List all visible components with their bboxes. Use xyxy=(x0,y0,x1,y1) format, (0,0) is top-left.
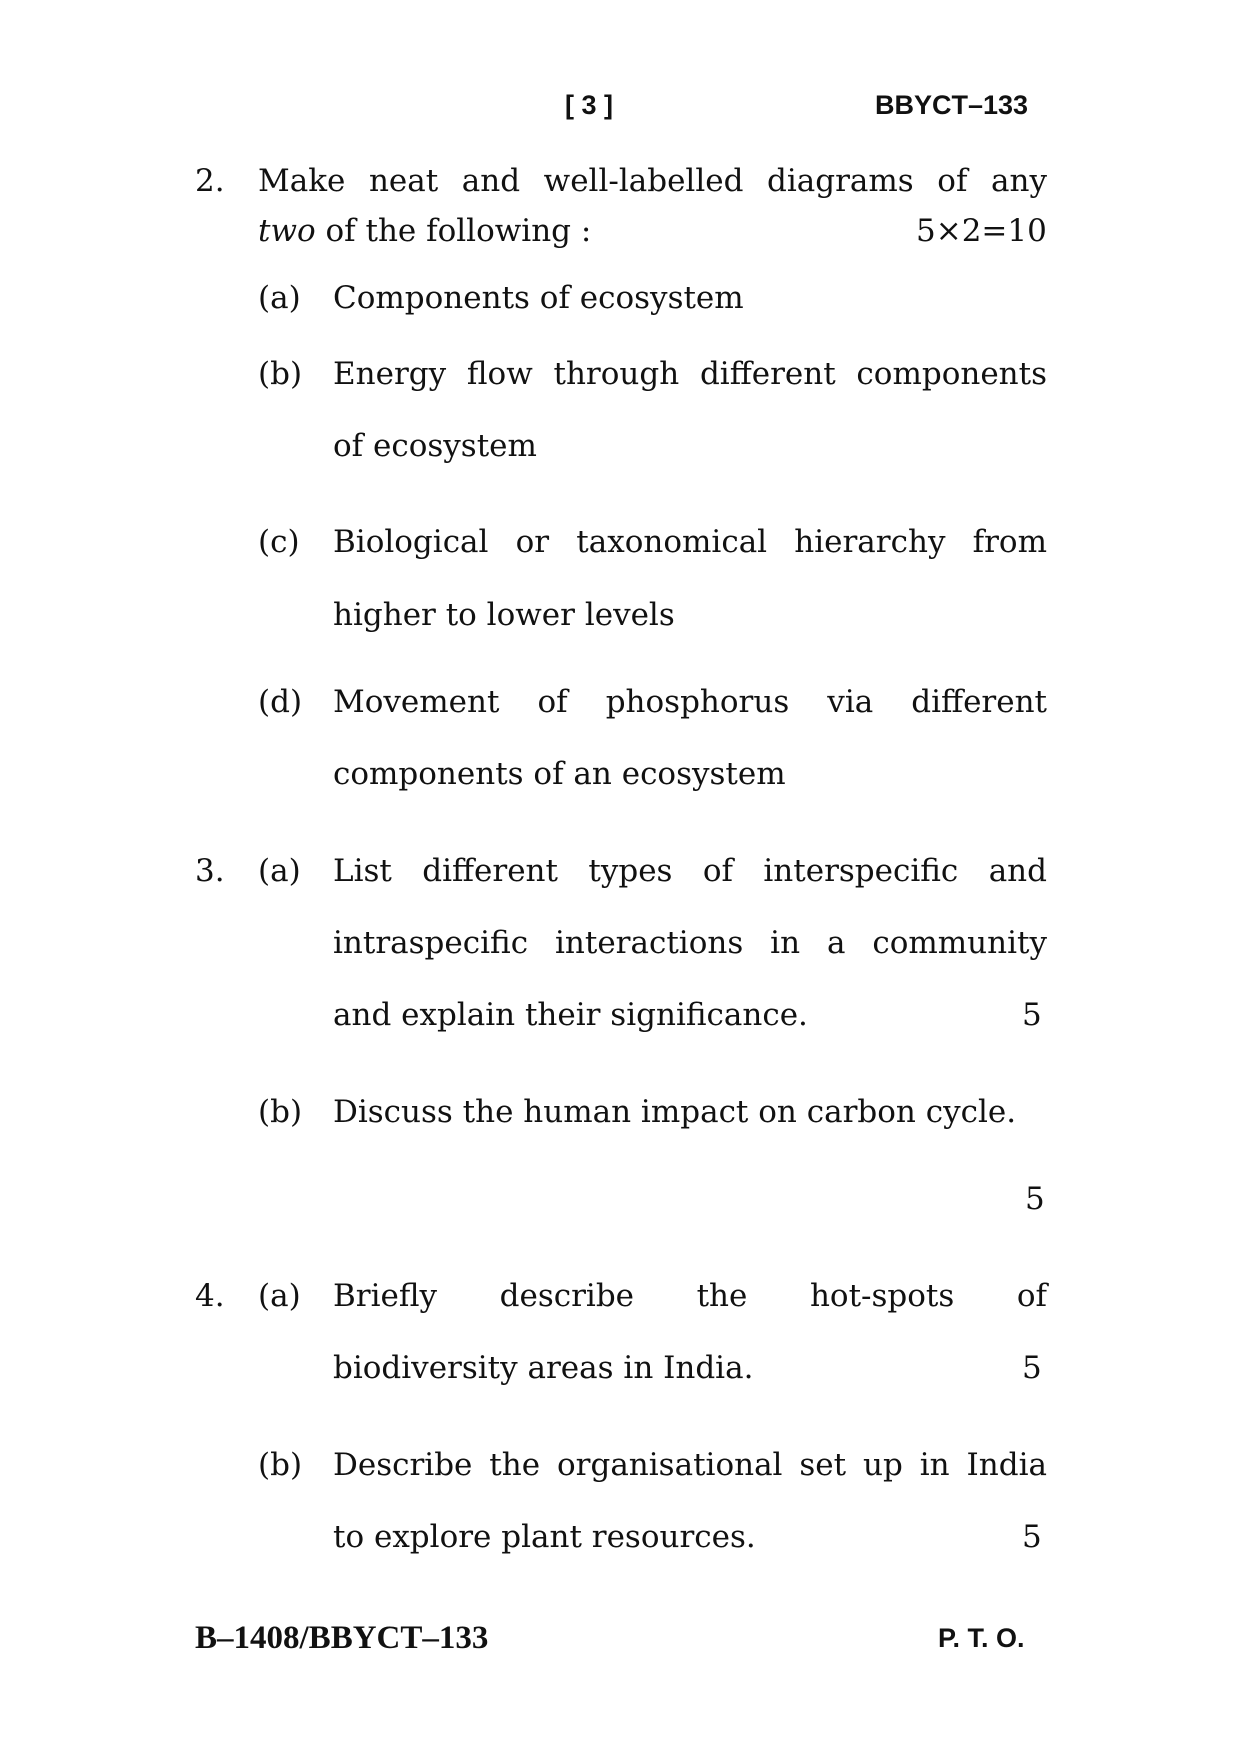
q3-a-line2: intraspecific interactions in a community xyxy=(333,925,1047,961)
q2-item-a-label: (a) xyxy=(258,280,301,316)
q3-b-label: (b) xyxy=(258,1094,303,1130)
q4-a-line2: biodiversity areas in India. xyxy=(333,1350,754,1386)
q3-b-line1: Discuss the human impact on carbon cycle. xyxy=(333,1094,1017,1130)
q4-b-line2: to explore plant resources. xyxy=(333,1519,756,1555)
q2-item-c-line1: Biological or taxonomical hierarchy from xyxy=(333,524,1047,560)
q2-item-b-label: (b) xyxy=(258,356,303,392)
q2-item-d-label: (d) xyxy=(258,684,303,720)
question-2-marks: 5×2=10 xyxy=(916,213,1047,249)
q2-item-c-label: (c) xyxy=(258,524,300,560)
q3-a-marks: 5 xyxy=(1022,997,1042,1033)
course-code: BBYCT–133 xyxy=(875,90,1029,120)
stem-rest: of the following : xyxy=(315,213,592,249)
q2-item-a-text: Components of ecosystem xyxy=(333,280,744,316)
page-number: [ 3 ] xyxy=(565,90,614,120)
q4-b-marks: 5 xyxy=(1022,1519,1042,1555)
q4-b-line1: Describe the organisational set up in India xyxy=(333,1447,1047,1483)
question-2-stem-line1: Make neat and well-labelled diagrams of any xyxy=(258,163,1047,199)
question-2-number: 2. xyxy=(195,163,225,199)
q2-item-c-line2: higher to lower levels xyxy=(333,597,675,633)
q3-a-line1: List different types of interspecific and xyxy=(333,853,1047,889)
q3-a-line3: and explain their significance. xyxy=(333,997,808,1033)
q2-item-b-line2: of ecosystem xyxy=(333,428,537,464)
q3-b-marks: 5 xyxy=(1025,1181,1045,1217)
q3-a-label: (a) xyxy=(258,853,301,889)
question-3-number: 3. xyxy=(195,853,225,889)
q2-item-b-line1: Energy flow through different components xyxy=(333,356,1047,392)
pto-label: P. T. O. xyxy=(938,1623,1025,1653)
q4-a-line1: Briefly describe the hot-spots of xyxy=(333,1278,1047,1314)
footer-code: B–1408/BBYCT–133 xyxy=(195,1620,489,1656)
question-2-stem-line2 xyxy=(258,213,591,250)
q2-item-d-line2: components of an ecosystem xyxy=(333,756,786,792)
q4-a-label: (a) xyxy=(258,1278,301,1314)
q4-a-marks: 5 xyxy=(1022,1350,1042,1386)
q4-b-label: (b) xyxy=(258,1447,303,1483)
q2-item-d-line1: Movement of phosphorus via different xyxy=(333,684,1047,720)
emphasis-two: two xyxy=(258,213,316,249)
question-4-number: 4. xyxy=(195,1278,225,1314)
